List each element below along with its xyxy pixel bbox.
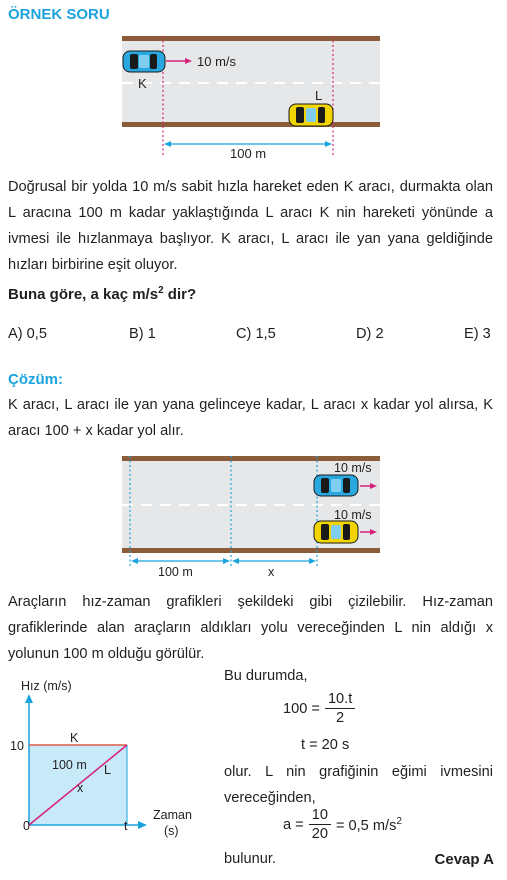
speed-label: 10 m/s [197,54,237,69]
example-question-title: ÖRNEK SORU [8,6,110,23]
velocity-time-graph [0,672,220,847]
area-label: 100 m [52,758,87,772]
calc-intro: Bu durumda, [224,668,308,684]
x-axis-label: Zaman [153,808,192,822]
distance-label-100m: 100 m [158,565,193,579]
y-axis-label: Hız (m/s) [21,679,72,693]
speed-label-bottom: 10 m/s [334,508,372,522]
car-l-label: L [315,88,323,103]
calc-end: bulunur. [224,851,276,867]
distance-arrow-x [232,558,316,564]
l-label: L [104,763,111,777]
road [122,36,380,127]
equation-1: 100 = $\frac{10.t}{2}$ [283,690,355,727]
solution-text-1: K aracı, L aracı ile yan yana gelinceye kadar, L aracı x kadar yol alırsa, K aracı 100 + x kadar yol alır. [8,397,493,439]
solution-text-2: Araçların hız-zaman grafikleri şekildeki gibi çizilebilir. Hız-zaman grafiklerinde alan araçların aldıkları yolu vereceğinden L nin aldığı x yolunun 100 m olduğu görülür. [8,594,493,662]
car-k-label: K [138,76,147,91]
car-l [314,521,358,543]
car-k [314,475,358,496]
x-tick-t: t [124,819,128,833]
question-text: Doğrusal bir yolda 10 m/s sabit hızla hareket eden K aracı, durmakta olan L aracına 100 m kadar yaklaştığında L aracı K nin hareketi yönünde a ivmesi ile hızlanmaya başlıyor. K aracı, L aracı ile yan yana geldiğinde hızları birbirine eşit oluyor. [8,179,493,273]
speed-label-top: 10 m/s [334,461,372,475]
car-l [289,104,333,126]
origin-label: 0 [23,819,30,833]
question-prompt: Buna göre, a kaç $m/s^2$ dir? [8,285,197,303]
fraction-1: $\frac{10.t}{2}$ [325,690,355,727]
option-d: D) 2 [356,326,384,342]
equation-2: t = 20 s [301,737,350,753]
option-c: C) 1,5 [236,326,276,342]
option-a: A) 0,5 [8,326,47,342]
calc-text: olur. L nin grafiğinin eğimi ivmesini vereceğinden, [224,764,493,806]
answer-label: Cevap A [434,851,494,868]
equation-3: a = $\frac{10}{20}$ = 0,5 $m/s^2$ [283,807,402,842]
option-e: E) 3 [464,326,491,342]
distance-arrow-100m [131,558,230,564]
distance-label-x: x [268,565,275,579]
y-tick-10: 10 [10,739,24,753]
x-axis-unit: (s) [164,824,179,838]
road-figure-2 [0,452,507,580]
road-figure-1 [0,30,507,165]
option-b: B) 1 [129,326,156,342]
k-label: K [70,731,79,745]
x-area-label: x [77,781,84,795]
solution-heading: Çözüm: [8,371,63,388]
fraction-3: $\frac{10}{20}$ [309,806,331,843]
distance-label: 100 m [230,146,267,161]
car-k [123,51,165,72]
